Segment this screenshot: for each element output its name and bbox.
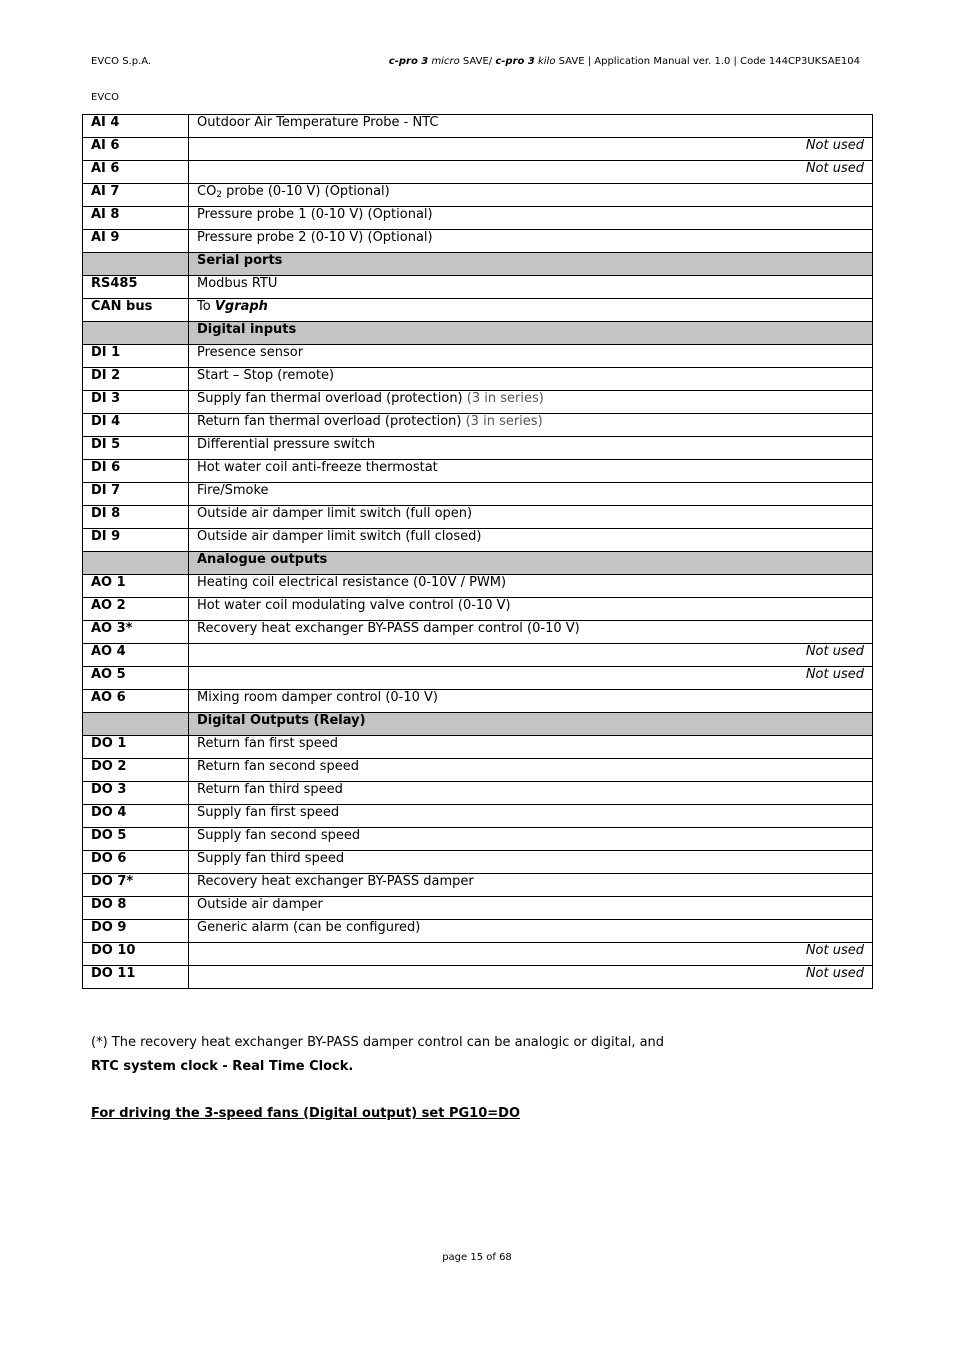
io-desc-note: (3 in series) <box>466 391 544 406</box>
co2-text: CO <box>197 184 217 199</box>
io-desc-cell <box>189 276 873 299</box>
table-row <box>83 966 873 989</box>
section-row <box>83 322 873 345</box>
io-id-cell: AI 4 <box>83 115 189 138</box>
footnote-bypass: (*) The recovery heat exchanger BY-PASS damper control can be analogic or digital, and <box>91 1035 665 1050</box>
table-row <box>83 575 873 598</box>
io-desc-text: Outdoor Air Temperature Probe - NTC <box>197 115 439 130</box>
io-desc-text: Recovery heat exchanger BY-PASS damper <box>197 874 474 889</box>
not-used-cell: Not used <box>189 943 873 966</box>
io-id-cell: DI 7 <box>83 483 189 506</box>
section-row <box>83 552 873 575</box>
table-row <box>83 138 873 161</box>
table-row <box>83 782 873 805</box>
io-id-cell: DI 5 <box>83 437 189 460</box>
header-variant-1: micro <box>428 56 460 67</box>
section-blank-cell <box>83 253 189 276</box>
io-id-cell: DI 9 <box>83 529 189 552</box>
io-id-cell: AO 1 <box>83 575 189 598</box>
table-row <box>83 230 873 253</box>
io-id-cell: DO 11 <box>83 966 189 989</box>
io-id-cell: AI 7 <box>83 184 189 207</box>
not-used-cell: Not used <box>189 644 873 667</box>
io-desc-text: Pressure probe 2 (0-10 V) (Optional) <box>197 230 433 245</box>
io-desc-cell <box>189 736 873 759</box>
table-row <box>83 897 873 920</box>
io-desc-cell <box>189 506 873 529</box>
io-desc-text: Outside air damper limit switch (full closed) <box>197 529 482 544</box>
io-id-cell: AI 9 <box>83 230 189 253</box>
table-row <box>83 345 873 368</box>
io-id-cell: CAN bus <box>83 299 189 322</box>
io-desc-text: Mixing room damper control (0-10 V) <box>197 690 438 705</box>
io-desc-text: Supply fan first speed <box>197 805 340 820</box>
io-id-cell: DO 7* <box>83 874 189 897</box>
table-row <box>83 920 873 943</box>
io-desc-cell <box>189 414 873 437</box>
io-id-cell: DO 2 <box>83 759 189 782</box>
io-desc-text: Supply fan third speed <box>197 851 345 866</box>
section-blank-cell <box>83 713 189 736</box>
table-row <box>83 529 873 552</box>
io-desc-text: Presence sensor <box>197 345 304 360</box>
table-row <box>83 483 873 506</box>
section-title: Digital inputs <box>189 322 873 345</box>
header-product-2: c-pro 3 <box>495 56 535 67</box>
table-row <box>83 207 873 230</box>
io-desc-cell <box>189 851 873 874</box>
io-id-cell: DI 4 <box>83 414 189 437</box>
io-id-cell: DO 10 <box>83 943 189 966</box>
io-id-cell: AO 4 <box>83 644 189 667</box>
io-id-cell: DO 9 <box>83 920 189 943</box>
section-row <box>83 713 873 736</box>
io-id-cell: DI 6 <box>83 460 189 483</box>
io-desc-cell <box>189 598 873 621</box>
io-desc-cell <box>189 759 873 782</box>
section-row <box>83 253 873 276</box>
table-row <box>83 437 873 460</box>
section-title: Analogue outputs <box>189 552 873 575</box>
io-table <box>82 114 873 989</box>
table-row <box>83 828 873 851</box>
table-row <box>83 805 873 828</box>
not-used-cell: Not used <box>189 138 873 161</box>
table-row <box>83 759 873 782</box>
io-id-cell: DO 4 <box>83 805 189 828</box>
io-id-cell: AO 6 <box>83 690 189 713</box>
section-blank-cell <box>83 322 189 345</box>
io-desc-text: Pressure probe 1 (0-10 V) (Optional) <box>197 207 433 222</box>
io-desc-cell <box>189 575 873 598</box>
header-variant-2: kilo <box>534 56 556 67</box>
io-desc-text: Recovery heat exchanger BY-PASS damper control (0-10 V) <box>197 621 580 636</box>
io-desc-text: Hot water coil modulating valve control (0-10 V) <box>197 598 511 613</box>
table-row <box>83 736 873 759</box>
co2-subscript: 2 <box>216 190 223 200</box>
io-desc-cell <box>189 207 873 230</box>
io-id-cell: DO 1 <box>83 736 189 759</box>
io-desc-text: Return fan second speed <box>197 759 359 774</box>
table-row <box>83 391 873 414</box>
io-desc-text: Generic alarm (can be configured) <box>197 920 421 935</box>
header-company: EVCO S.p.A. <box>91 56 152 67</box>
io-desc-text: To <box>197 299 215 314</box>
table-row <box>83 299 873 322</box>
table-row <box>83 506 873 529</box>
io-desc-cell <box>189 184 873 207</box>
not-used-cell: Not used <box>189 966 873 989</box>
section-blank-cell <box>83 552 189 575</box>
table-row <box>83 943 873 966</box>
io-desc-text: Supply fan thermal overload (protection) <box>197 391 467 406</box>
io-desc-cell <box>189 368 873 391</box>
io-desc-cell <box>189 345 873 368</box>
table-row <box>83 851 873 874</box>
header-product-1: c-pro 3 <box>388 56 429 67</box>
io-desc-cell <box>189 115 873 138</box>
io-desc-text: Outside air damper <box>197 897 323 912</box>
io-desc-text: Heating coil electrical resistance (0-10V / PWM) <box>197 575 507 590</box>
io-id-cell: DI 8 <box>83 506 189 529</box>
io-id-cell: DO 6 <box>83 851 189 874</box>
io-desc-cell <box>189 690 873 713</box>
io-id-cell: DO 8 <box>83 897 189 920</box>
io-id-cell: DI 3 <box>83 391 189 414</box>
table-row <box>83 644 873 667</box>
io-desc-text: Fire/Smoke <box>197 483 269 498</box>
io-desc-text: Hot water coil anti-freeze thermostat <box>197 460 438 475</box>
io-desc-cell <box>189 230 873 253</box>
io-id-cell: AO 2 <box>83 598 189 621</box>
io-desc-cell <box>189 621 873 644</box>
io-desc-note: (3 in series) <box>465 414 543 429</box>
io-desc-cell <box>189 529 873 552</box>
io-desc-text: Differential pressure switch <box>197 437 376 452</box>
io-desc-cell <box>189 828 873 851</box>
table-row <box>83 667 873 690</box>
table-row <box>83 598 873 621</box>
io-id-cell: AO 3* <box>83 621 189 644</box>
io-desc-cell <box>189 920 873 943</box>
io-desc-cell <box>189 437 873 460</box>
io-desc-cell <box>189 391 873 414</box>
footnote-fan-setting: For driving the 3-speed fans (Digital output) set PG10=DO <box>91 1106 520 1121</box>
header-manual-title <box>389 56 860 68</box>
io-table-body <box>83 115 873 989</box>
header-manual-info: SAVE | Application Manual ver. 1.0 | Code 144CP3UKSAE104 <box>555 56 860 67</box>
io-id-cell: DO 3 <box>83 782 189 805</box>
io-id-cell: AI 8 <box>83 207 189 230</box>
footnote-rtc: RTC system clock - Real Time Clock. <box>91 1059 354 1074</box>
io-desc-cell <box>189 483 873 506</box>
io-desc-text: Return fan first speed <box>197 736 338 751</box>
io-desc-text: Return fan thermal overload (protection) <box>197 414 466 429</box>
table-row <box>83 184 873 207</box>
io-desc-emphasis: Vgraph <box>214 299 268 314</box>
section-title: Serial ports <box>189 253 873 276</box>
table-row <box>83 690 873 713</box>
io-desc-text: Supply fan second speed <box>197 828 361 843</box>
io-desc-cell <box>189 782 873 805</box>
table-row <box>83 276 873 299</box>
io-id-cell: DI 1 <box>83 345 189 368</box>
section-title: Digital Outputs (Relay) <box>189 713 873 736</box>
io-desc-text: Start – Stop (remote) <box>197 368 335 383</box>
io-id-cell: AI 6 <box>83 161 189 184</box>
page-number: page 15 of 68 <box>442 1252 512 1263</box>
io-desc-text: Return fan third speed <box>197 782 343 797</box>
co2-desc: probe (0-10 V) (Optional) <box>222 184 390 199</box>
io-id-cell: AO 5 <box>83 667 189 690</box>
subheader: EVCO <box>91 92 120 103</box>
table-row <box>83 161 873 184</box>
io-desc-cell <box>189 460 873 483</box>
not-used-cell: Not used <box>189 161 873 184</box>
io-id-cell: DI 2 <box>83 368 189 391</box>
header-sep: SAVE/ <box>459 56 496 67</box>
table-row <box>83 414 873 437</box>
io-id-cell: DO 5 <box>83 828 189 851</box>
io-desc-cell <box>189 805 873 828</box>
io-desc-cell <box>189 299 873 322</box>
io-id-cell: AI 6 <box>83 138 189 161</box>
table-row <box>83 460 873 483</box>
io-desc-text: Modbus RTU <box>197 276 278 291</box>
table-row <box>83 621 873 644</box>
table-row <box>83 115 873 138</box>
table-row <box>83 368 873 391</box>
io-desc-text: Outside air damper limit switch (full open) <box>197 506 473 521</box>
io-desc-cell <box>189 874 873 897</box>
io-desc-cell <box>189 897 873 920</box>
table-row <box>83 874 873 897</box>
not-used-cell: Not used <box>189 667 873 690</box>
io-id-cell: RS485 <box>83 276 189 299</box>
